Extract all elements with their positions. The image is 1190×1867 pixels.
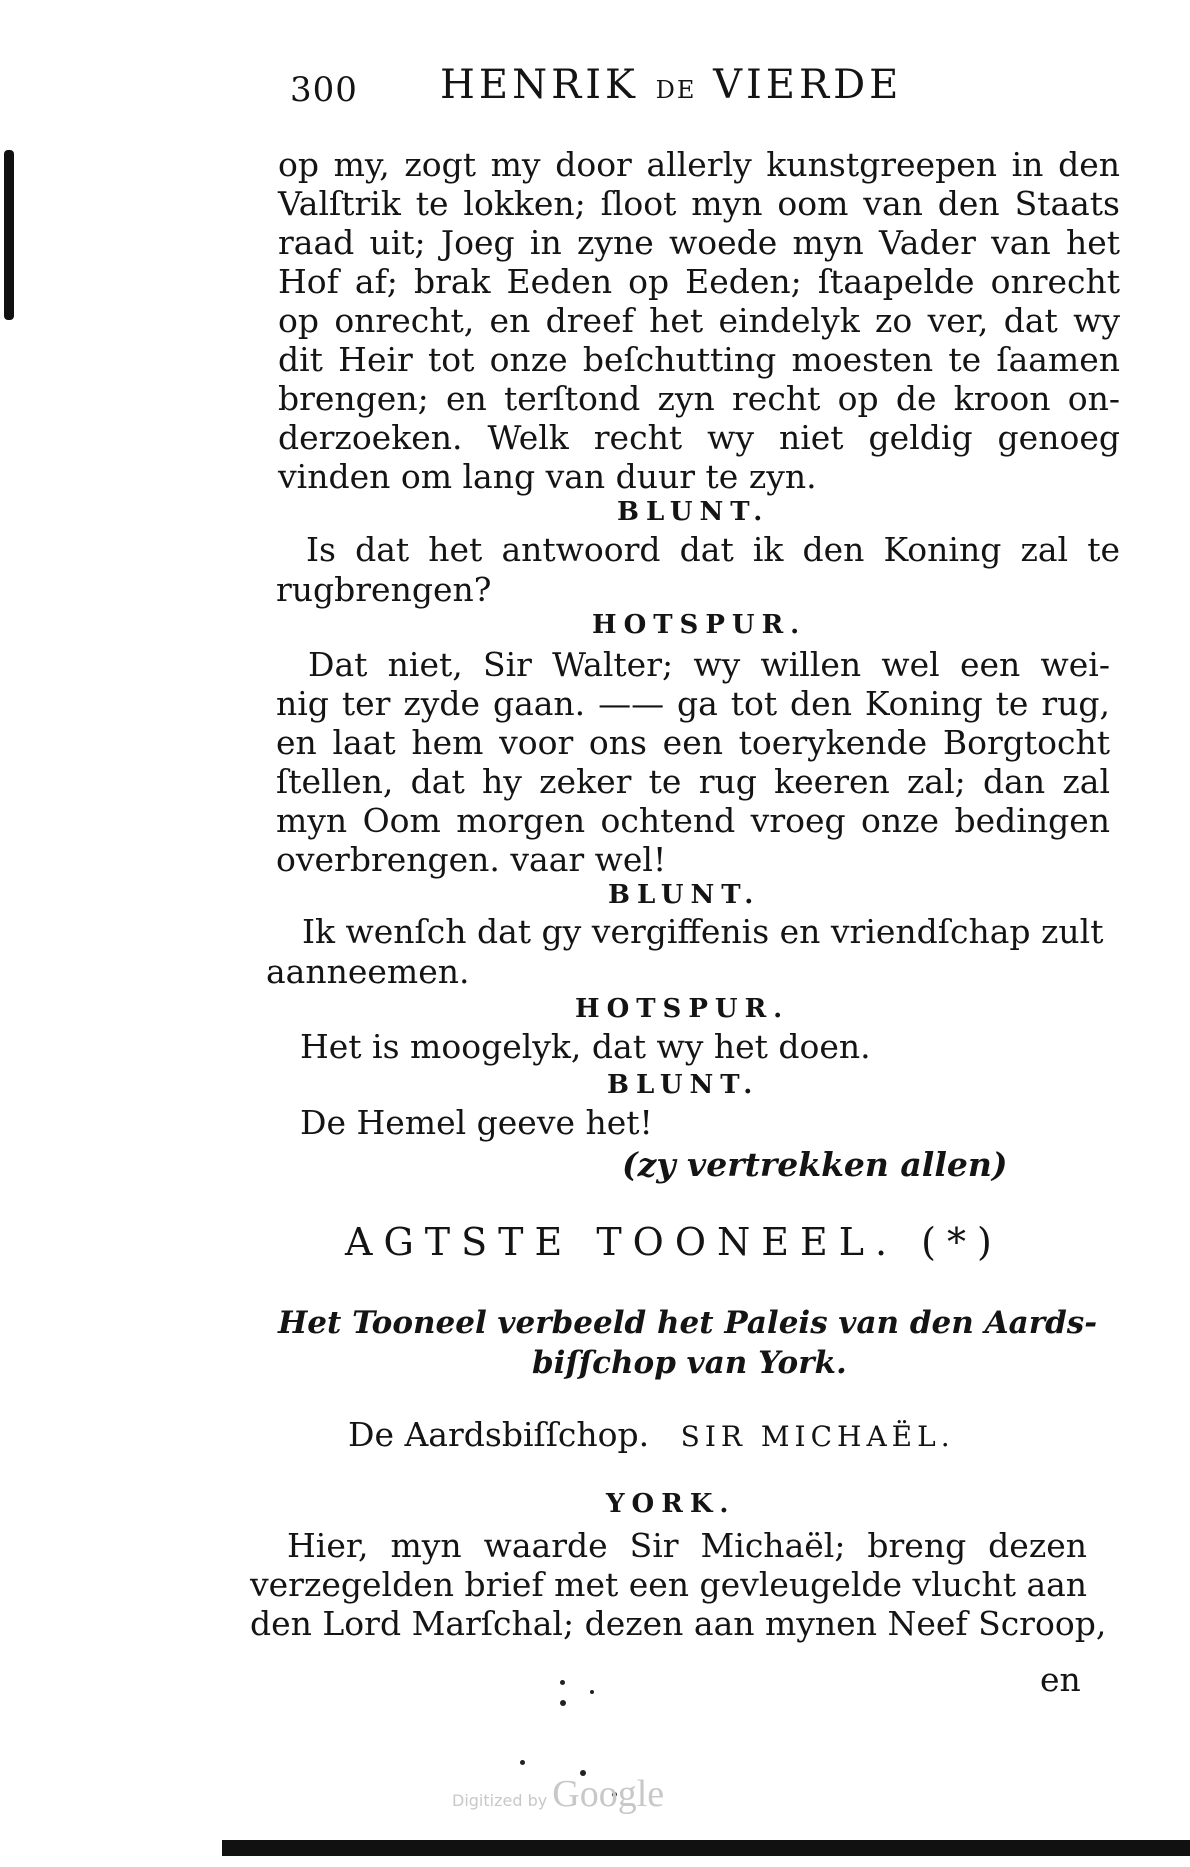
character-name: SIR MICHAËL. xyxy=(680,1420,955,1453)
watermark-prefix: Digitized by xyxy=(452,1791,548,1810)
ink-speck xyxy=(520,1760,525,1765)
text-line: vinden om lang van duur te zyn. xyxy=(278,457,817,496)
text-line: den Lord Marſchal; dezen aan mynen Neef Scroop, xyxy=(250,1604,1107,1643)
text-line: Hier, myn waarde Sir Michaël; breng dezen xyxy=(287,1526,1087,1565)
scene-title: AGTSTE TOONEEL. (*) xyxy=(345,1220,1003,1264)
text-line: Het is moogelyk, dat wy het doen. xyxy=(300,1027,871,1066)
text-line: op onrecht, en dreef het eindelyk zo ver, dat wy xyxy=(278,301,1120,340)
text-line: aanneemen. xyxy=(266,952,470,991)
text-line: nig ter zyde gaan. —— ga tot den Koning te rug, xyxy=(276,684,1110,723)
text-line: derzoeken. Welk recht wy niet geldig genoeg xyxy=(278,418,1120,457)
speaker-name: HOTSPUR. xyxy=(592,610,807,640)
speaker-name: HOTSPUR. xyxy=(575,994,790,1024)
ink-speck xyxy=(560,1700,566,1706)
scene-description: biſſchop van York. xyxy=(532,1345,847,1381)
page-number: 300 xyxy=(290,70,358,110)
character-name: De Aardsbiſſchop. xyxy=(348,1415,650,1454)
scene-description: Het Tooneel verbeeld het Paleis van den Aards- xyxy=(278,1305,1098,1341)
text-line: Dat niet, Sir Walter; wy willen wel een wei- xyxy=(308,645,1110,684)
running-header xyxy=(290,62,970,112)
speaker-name: BLUNT. xyxy=(617,497,770,527)
character-list xyxy=(348,1415,955,1454)
text-line: De Hemel geeve het! xyxy=(300,1103,653,1142)
scan-bottom-edge xyxy=(222,1840,1190,1856)
text-line: brengen; en terſtond zyn recht op de kroon on- xyxy=(278,379,1120,418)
stage-direction: (zy vertrekken allen) xyxy=(622,1145,1008,1184)
digitized-watermark xyxy=(452,1772,664,1816)
text-line: op my, zogt my door allerly kunstgreepen in den xyxy=(278,145,1120,184)
text-line: ſtellen, dat hy zeker te rug keeren zal; dan zal xyxy=(276,762,1110,801)
text-line: dit Heir tot onze beſchutting moesten te ſaamen xyxy=(278,340,1120,379)
text-line: rugbrengen? xyxy=(276,570,492,609)
running-title-part: VIERDE xyxy=(713,62,903,108)
scan-edge-mark xyxy=(4,150,14,320)
speaker-name: BLUNT. xyxy=(608,880,761,910)
text-line: myn Oom morgen ochtend vroeg onze bedingen xyxy=(276,801,1110,840)
text-line: Valſtrik te lokken; ſloot myn oom van den Staats xyxy=(278,184,1120,223)
ink-speck xyxy=(560,1680,565,1685)
speaker-name: BLUNT. xyxy=(607,1070,760,1100)
text-line: Ik wenſch dat gy vergiffenis en vriendſchap zult xyxy=(302,912,1104,951)
text-line: raad uit; Joeg in zyne woede myn Vader van het xyxy=(278,223,1120,262)
running-title xyxy=(440,62,902,108)
ink-speck xyxy=(590,1690,594,1694)
text-line: overbrengen. vaar wel! xyxy=(276,840,667,879)
speaker-name: YORK. xyxy=(606,1489,736,1519)
running-title-part: HENRIK xyxy=(440,62,639,108)
running-title-part: DE xyxy=(655,76,697,104)
text-line: Is dat het antwoord dat ik den Koning zal te xyxy=(306,530,1120,569)
text-line: Hof af; brak Eeden op Eeden; ſtaapelde onrecht xyxy=(278,262,1120,301)
watermark-brand: Google xyxy=(552,1773,665,1815)
text-line: verzegelden brief met een gevleugelde vlucht aan xyxy=(250,1565,1088,1604)
catchword: en xyxy=(1040,1660,1081,1699)
text-line: en laat hem voor ons een toerykende Borgtocht xyxy=(276,723,1110,762)
